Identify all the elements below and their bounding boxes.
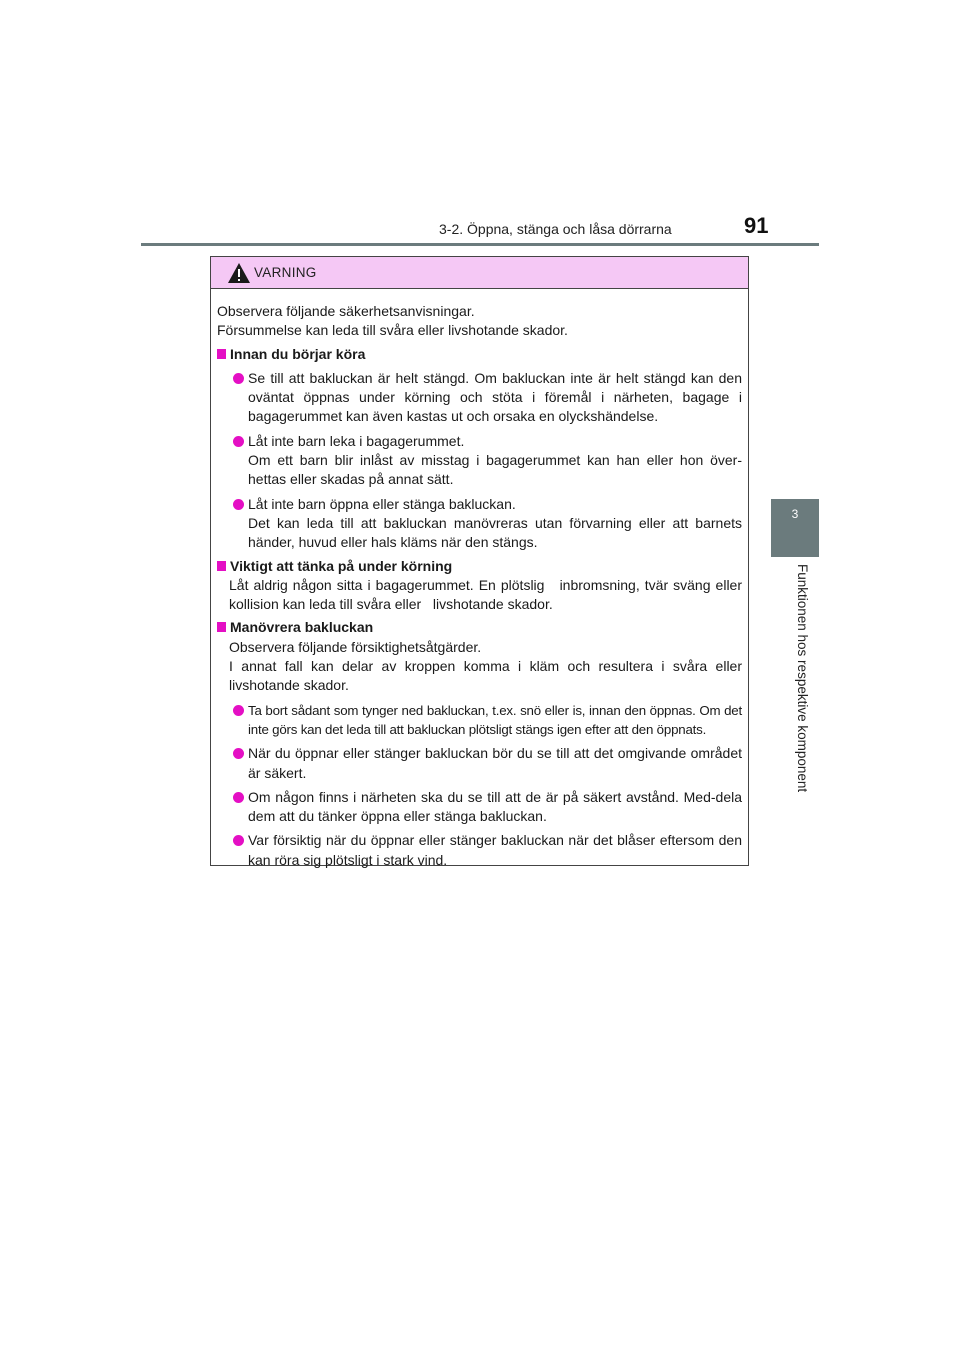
list-item (217, 369, 742, 427)
section-while-driving (217, 557, 746, 615)
bullet-dot-icon (233, 792, 244, 803)
section-text: Observera följande försiktighetsåtgärder. (229, 638, 482, 655)
bullet-dot-icon (233, 748, 244, 759)
page-number: 91 (744, 213, 769, 238)
square-bullet-icon (217, 561, 226, 571)
section-heading-text: Viktigt att tänka på under körning (230, 557, 453, 574)
intro-line-1: Observera följande säkerhetsanvisningar. (217, 303, 475, 319)
bullet-text: Låt inte barn leka i bagagerummet. Om ett barn blir inlåst av misstag i bagagerummet kan han eller hon över-hettas eller skadas på annat sätt. (248, 432, 742, 488)
section-text: Låt aldrig någon sitta i bagagerummet. En plötslig inbromsning, tvär sväng eller kollision kan leda till svåra eller livshotande skador. (229, 576, 746, 613)
square-bullet-icon (217, 349, 226, 359)
section-heading-text: Manövrera bakluckan (230, 619, 374, 636)
section-heading (217, 345, 742, 364)
list-item (217, 831, 742, 870)
section-text: I annat fall kan delar av kroppen komma i kläm och resultera i svåra eller livshotande skador. (229, 658, 742, 694)
warning-title: VARNING (254, 265, 317, 280)
section-heading (217, 557, 742, 576)
bullet-text: Ta bort sådant som tynger ned bakluckan, t.ex. snö eller is, innan den öppnas. Om det inte görs kan det leda till att bakluckan plötsligt stängs igen efter att den öppnats. (248, 702, 742, 737)
bullet-dot-icon (233, 436, 244, 447)
warning-header (211, 257, 748, 289)
list-item (217, 744, 742, 783)
list-item (217, 788, 742, 827)
section-title: 3-2. Öppna, stänga och låsa dörrarna (439, 221, 672, 237)
section-heading (217, 618, 742, 637)
intro-line-2: Försummelse kan leda till svåra eller livshotande skador. (217, 322, 568, 339)
bullet-dot-icon (233, 835, 244, 846)
list-item (217, 432, 742, 490)
warning-box (210, 256, 749, 866)
chapter-title: Funktionen hos respektive komponent (795, 564, 810, 793)
section-before-driving (217, 345, 742, 553)
bullet-dot-icon (233, 373, 244, 384)
section-operating-tailgate (217, 618, 742, 870)
bullet-text: Var försiktig när du öppnar eller stänger bakluckan när det blåser eftersom den kan röra sig plötsligt i stark vind. (248, 832, 742, 868)
bullet-text: Se till att bakluckan är helt stängd. Om bakluckan inte är helt stängd kan den oväntat öppnas under körning och stöta i föremål i närheten, bagage i bagagerummet kan även kastas ut och orsaka en olyckshändelse. (248, 369, 742, 425)
section-heading-text: Innan du börjar köra (230, 345, 366, 362)
list-item (217, 701, 742, 740)
header-rule (141, 243, 819, 246)
chapter-number: 3 (791, 507, 799, 521)
list-item (217, 495, 742, 553)
chapter-tab (771, 499, 819, 557)
bullet-dot-icon (233, 499, 244, 510)
bullet-text: När du öppnar eller stänger bakluckan bör du se till att det omgivande området är säkert. (248, 745, 742, 781)
bullet-text: Om någon finns i närheten ska du se till att de är på säkert avstånd. Med-dela dem att du tänker öppna eller stänga bakluckan. (248, 788, 742, 825)
bullet-dot-icon (233, 705, 244, 716)
warning-body (211, 289, 748, 870)
warning-triangle-icon (228, 263, 250, 283)
square-bullet-icon (217, 622, 226, 632)
bullet-text: Låt inte barn öppna eller stänga bakluckan. Det kan leda till att bakluckan manövreras utan förvarning eller att barnets händer, huvud eller hals kläms när den stängs. (248, 495, 742, 551)
